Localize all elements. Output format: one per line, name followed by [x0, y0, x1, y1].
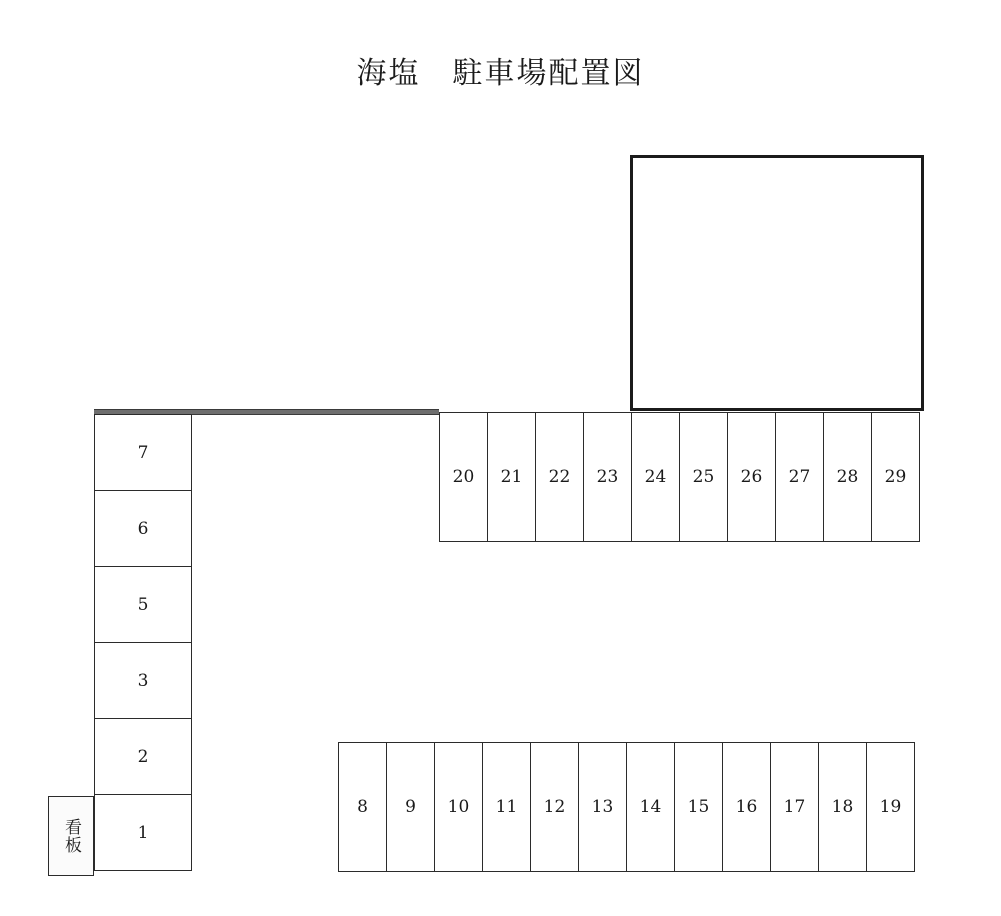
parking-stall[interactable]: 12	[530, 742, 579, 872]
parking-stall[interactable]: 3	[94, 642, 192, 719]
parking-stall[interactable]: 13	[578, 742, 627, 872]
parking-stall[interactable]: 22	[535, 412, 584, 542]
parking-stall[interactable]: 28	[823, 412, 872, 542]
parking-stall[interactable]: 25	[679, 412, 728, 542]
parking-stall[interactable]: 15	[674, 742, 723, 872]
parking-stall[interactable]: 17	[770, 742, 819, 872]
parking-stall[interactable]: 8	[338, 742, 387, 872]
parking-stall[interactable]: 23	[583, 412, 632, 542]
parking-stall[interactable]: 5	[94, 566, 192, 643]
parking-stall[interactable]: 11	[482, 742, 531, 872]
parking-stall[interactable]: 14	[626, 742, 675, 872]
building-outline	[630, 155, 924, 411]
parking-stall[interactable]: 16	[722, 742, 771, 872]
parking-stall[interactable]: 21	[487, 412, 536, 542]
parking-stall[interactable]: 29	[871, 412, 920, 542]
parking-stall[interactable]: 26	[727, 412, 776, 542]
stall-column-left	[94, 414, 192, 876]
parking-stall[interactable]: 24	[631, 412, 680, 542]
parking-stall[interactable]: 7	[94, 414, 192, 491]
parking-stall[interactable]: 27	[775, 412, 824, 542]
parking-stall[interactable]: 19	[866, 742, 915, 872]
parking-stall[interactable]: 1	[94, 794, 192, 871]
parking-stall[interactable]: 6	[94, 490, 192, 567]
parking-stall[interactable]: 18	[818, 742, 867, 872]
parking-stall[interactable]: 2	[94, 718, 192, 795]
parking-stall[interactable]: 20	[439, 412, 488, 542]
signboard: 看板	[48, 796, 94, 876]
parking-stall[interactable]: 10	[434, 742, 483, 872]
parking-stall[interactable]: 9	[386, 742, 435, 872]
page-title: 海塩 駐車場配置図	[356, 56, 645, 91]
